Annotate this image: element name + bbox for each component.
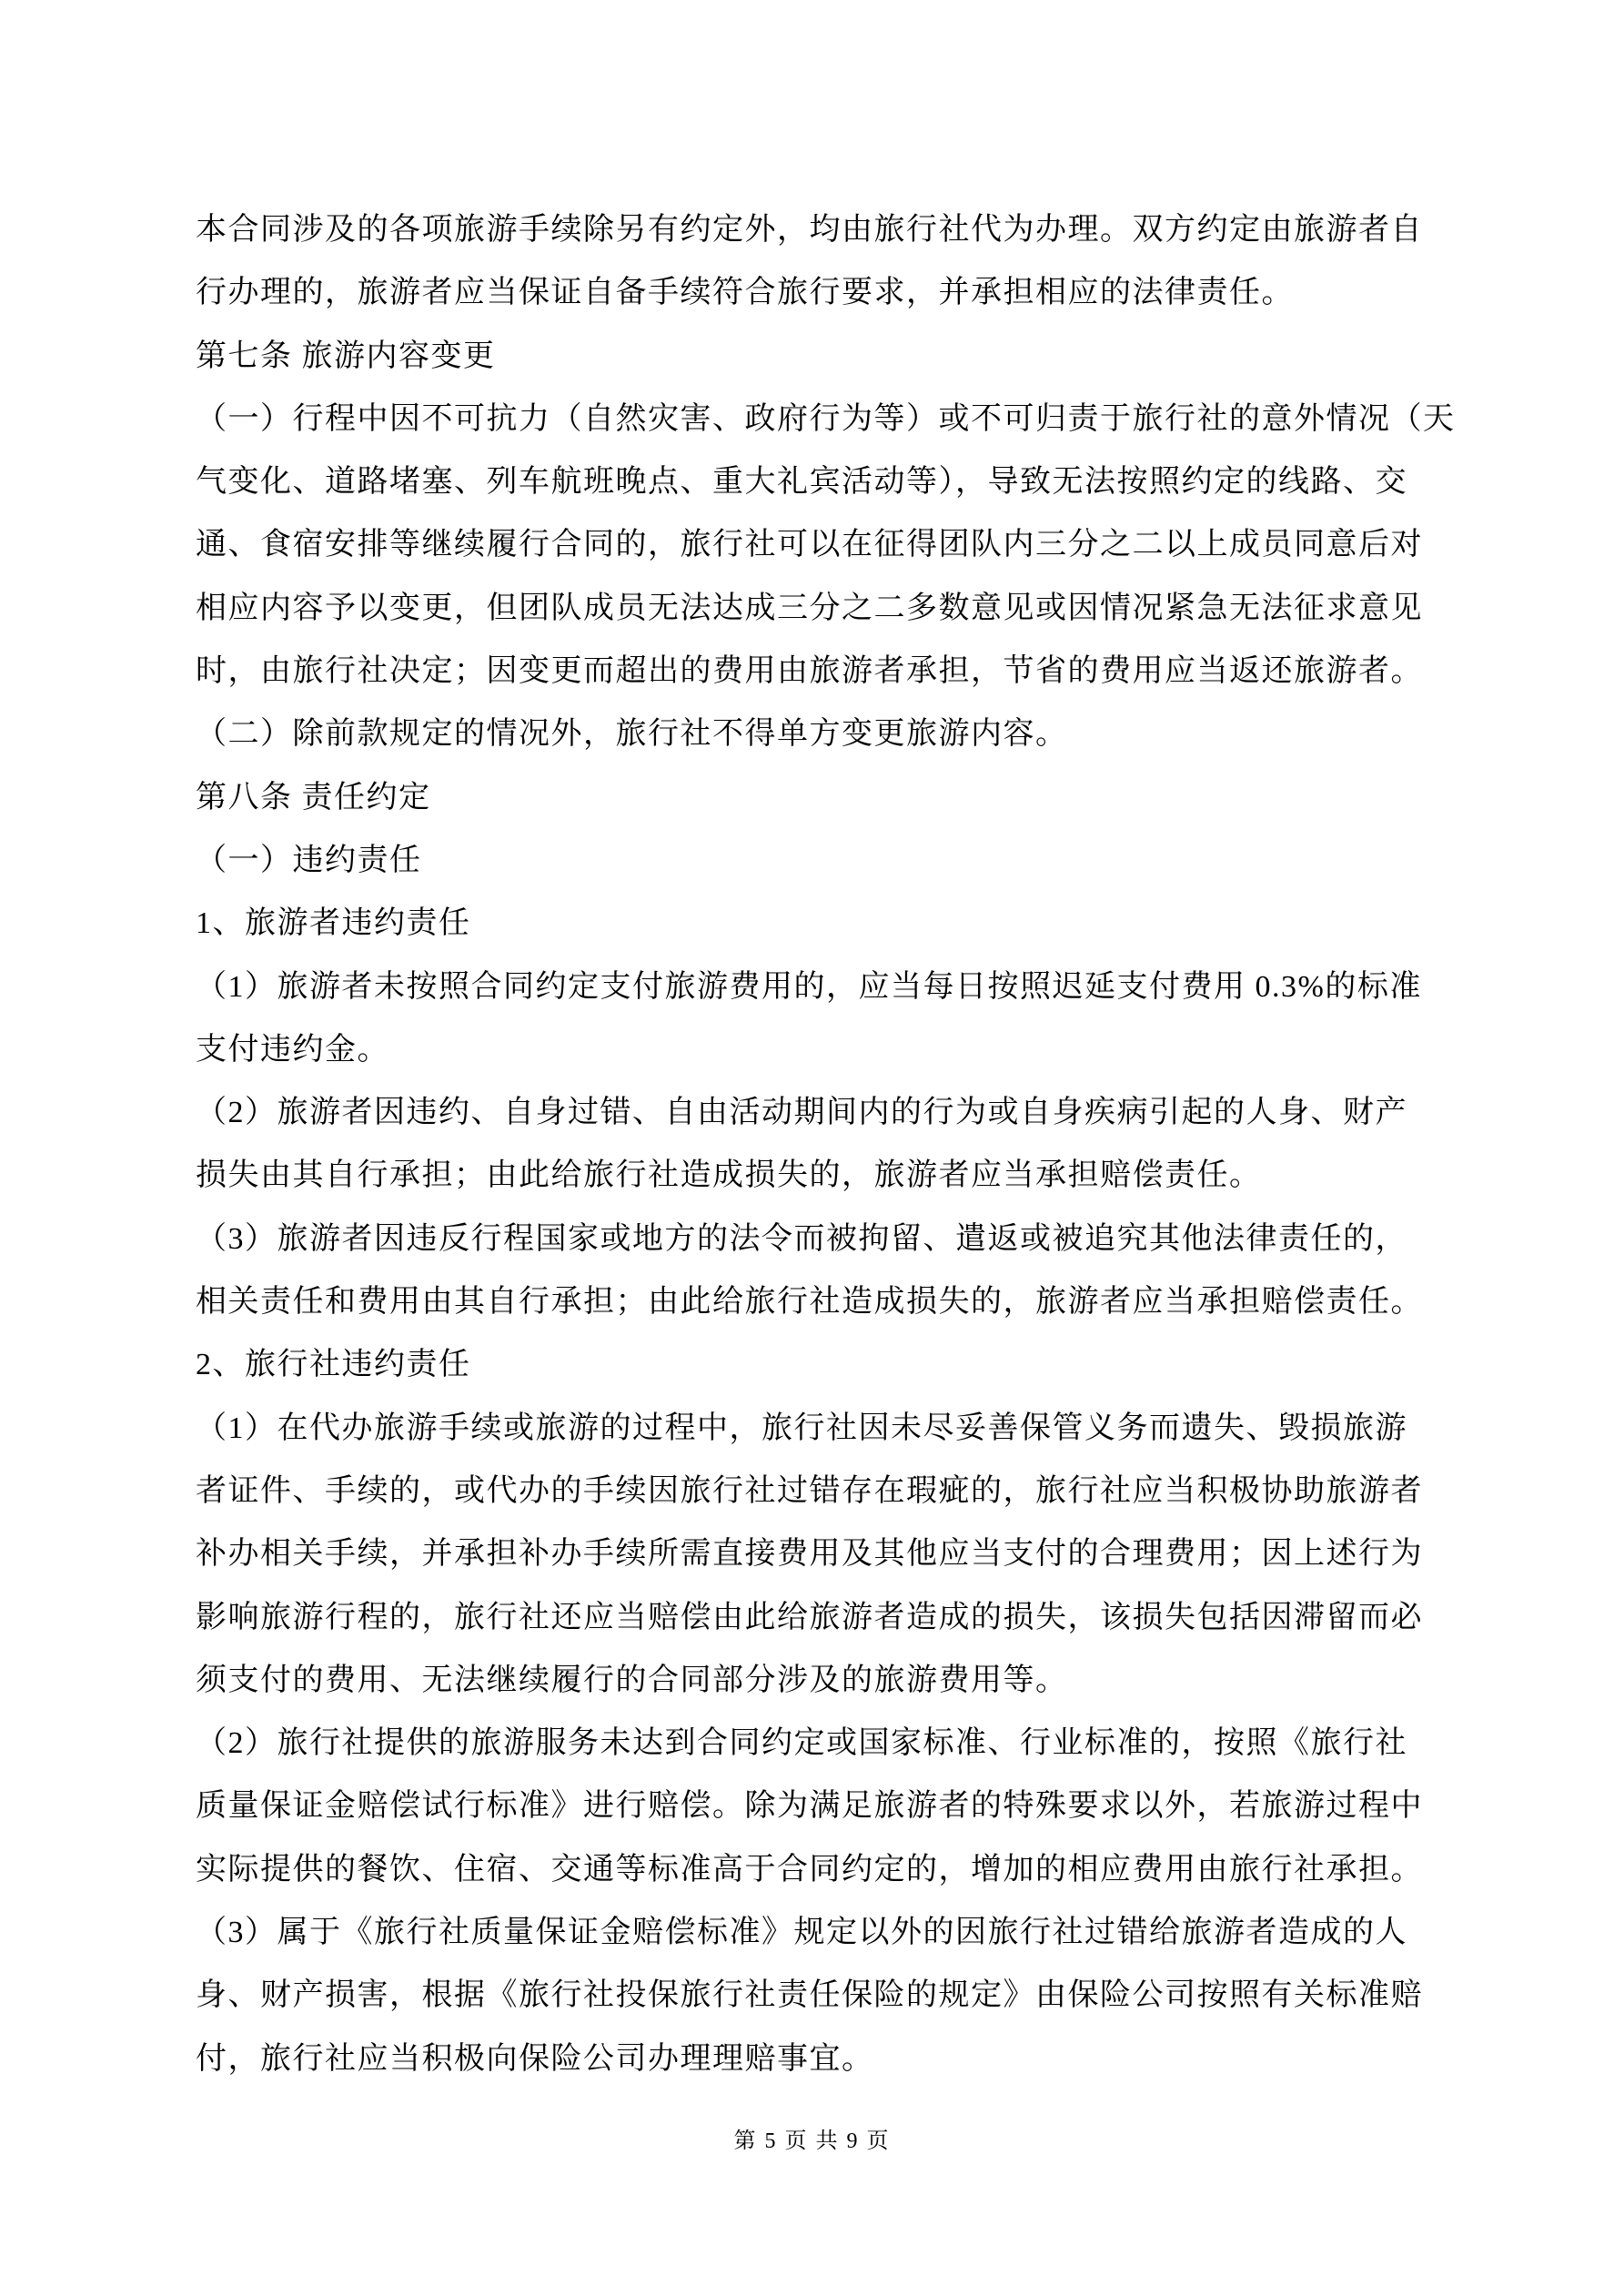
text-line: （二）除前款规定的情况外，旅行社不得单方变更旅游内容。	[196, 717, 1068, 752]
text-line: 影响旅游行程的，旅行社还应当赔偿由此给旅游者造成的损失，该损失包括因滞留而必	[196, 1600, 1423, 1634]
document-body	[196, 198, 1456, 2090]
text-line: 支付违约金。	[196, 1032, 389, 1067]
text-line: 本合同涉及的各项旅游手续除另有约定外，均由旅行社代为办理。双方约定由旅游者自	[196, 213, 1423, 247]
text-line: 相关责任和费用由其自行承担；由此给旅行社造成损失的，旅游者应当承担赔偿责任。	[196, 1285, 1423, 1320]
text-line: 第八条 责任约定	[196, 780, 431, 814]
text-line: 损失由其自行承担；由此给旅行社造成损失的，旅游者应当承担赔偿责任。	[196, 1158, 1262, 1193]
text-line: 须支付的费用、无法继续履行的合同部分涉及的旅游费用等。	[196, 1663, 1068, 1697]
text-line: 1、旅游者违约责任	[196, 906, 471, 941]
text-line: 质量保证金赔偿试行标准》进行赔偿。除为满足旅游者的特殊要求以外，若旅游过程中	[196, 1789, 1423, 1824]
text-line: 通、食宿安排等继续履行合同的，旅行社可以在征得团队内三分之二以上成员同意后对	[196, 528, 1423, 562]
text-line: 身、财产损害，根据《旅行社投保旅行社责任保险的规定》由保险公司按照有关标准赔	[196, 1978, 1423, 2013]
text-line: （1）旅游者未按照合同约定支付旅游费用的，应当每日按照迟延支付费用 0.3%的标准	[196, 969, 1422, 1004]
text-line: 第七条 旅游内容变更	[196, 339, 496, 373]
text-line: （2）旅游者因违约、自身过错、自由活动期间内的行为或自身疾病引起的人身、财产	[196, 1096, 1407, 1130]
text-line: 2、旅行社违约责任	[196, 1348, 471, 1382]
text-line: 实际提供的餐饮、住宿、交通等标准高于合同约定的，增加的相应费用由旅行社承担。	[196, 1852, 1423, 1886]
text-line: （1）在代办旅游手续或旅游的过程中，旅行社因未尽妥善保管义务而遗失、毁损旅游	[196, 1411, 1407, 1445]
text-line: （3）旅游者因违反行程国家或地方的法令而被拘留、遣返或被追究其他法律责任的，	[196, 1221, 1407, 1256]
text-line: （2）旅行社提供的旅游服务未达到合同约定或国家标准、行业标准的，按照《旅行社	[196, 1726, 1407, 1761]
text-line: （3）属于《旅行社质量保证金赔偿标准》规定以外的因旅行社过错给旅游者造成的人	[196, 1916, 1407, 1950]
text-line: 时，由旅行社决定；因变更而超出的费用由旅游者承担，节省的费用应当返还旅游者。	[196, 654, 1423, 689]
text-line: 相应内容予以变更，但团队成员无法达成三分之二多数意见或因情况紧急无法征求意见	[196, 591, 1423, 625]
text-line: 补办相关手续，并承担补办手续所需直接费用及其他应当支付的合理费用；因上述行为	[196, 1537, 1423, 1572]
text-line: 者证件、手续的，或代办的手续因旅行社过错存在瑕疵的，旅行社应当积极协助旅游者	[196, 1473, 1423, 1508]
text-line: （一）行程中因不可抗力（自然灾害、政府行为等）或不可归责于旅行社的意外情况（天	[196, 401, 1456, 436]
page-footer: 第 5 页 共 9 页	[733, 2129, 891, 2153]
text-line: 付，旅行社应当积极向保险公司办理理赔事宜。	[196, 2041, 874, 2076]
text-line: （一）违约责任	[196, 843, 422, 877]
text-line: 行办理的，旅游者应当保证自备手续符合旅行要求，并承担相应的法律责任。	[196, 276, 1294, 310]
text-line: 气变化、道路堵塞、列车航班晚点、重大礼宾活动等），导致无法按照约定的线路、交	[196, 465, 1407, 500]
